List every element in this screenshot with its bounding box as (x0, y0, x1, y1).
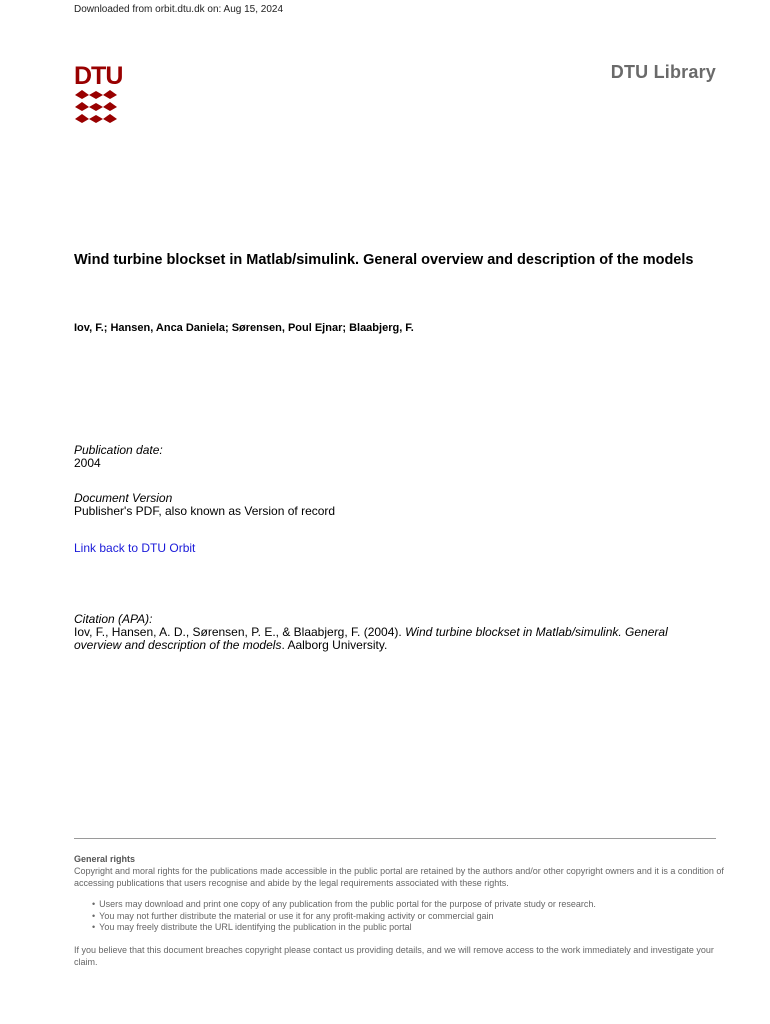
document-version-value: Publisher's PDF, also known as Version of record (74, 504, 336, 518)
citation-block (74, 613, 714, 652)
publication-date-value: 2004 (74, 456, 101, 470)
citation-authors: Iov, F., Hansen, A. D., Sørensen, P. E., & Blaabjerg, F. (2004). (74, 625, 406, 639)
citation-publisher: . Aalborg University. (281, 638, 388, 652)
document-version-label: Document Version (74, 491, 173, 505)
rights-heading: General rights (74, 854, 136, 864)
rights-bullet: • Users may download and print one copy of any publication from the public portal for the purpose of private study or research. (92, 899, 724, 911)
rights-list (92, 899, 724, 934)
dtu-logo (74, 62, 123, 128)
citation-text (74, 626, 714, 652)
orbit-link[interactable]: Link back to DTU Orbit (74, 541, 196, 555)
dtu-logo-text: DTU (74, 62, 123, 90)
download-note: Downloaded from orbit.dtu.dk on: Aug 15, 2024 (74, 4, 284, 15)
general-rights (74, 853, 724, 968)
citation-title: Wind turbine blockset in Matlab/simulink. General overview and description of the models (74, 625, 668, 652)
rights-bullet: • You may not further distribute the material or use it for any profit-making activity or commercial gain (92, 911, 724, 923)
rights-bullet: • You may freely distribute the URL identifying the publication in the public portal (92, 922, 724, 934)
publication-date-label: Publication date: (74, 443, 163, 457)
citation-label: Citation (APA): (74, 612, 153, 626)
publication-title: Wind turbine blockset in Matlab/simulink. General overview and description of the models (74, 252, 694, 268)
divider (74, 838, 716, 839)
publication-authors: Iov, F.; Hansen, Anca Daniela; Sørensen, Poul Ejnar; Blaabjerg, F. (74, 322, 414, 334)
dtu-logo-mark-icon (74, 89, 120, 125)
rights-footer: If you believe that this document breaches copyright please contact us providing details, and we will remove access to the work immediately and investigate your claim. (74, 944, 714, 967)
dtu-library-wordmark: DTU Library (610, 62, 716, 82)
document-version-block (74, 492, 335, 518)
rights-text: Copyright and moral rights for the publications made accessible in the public portal are retained by the authors and/or other copyright owners and it is a condition of accessing publications that users recognise and abide by the legal requirements associated with these rights. (74, 866, 724, 888)
publication-date-block (74, 444, 163, 470)
